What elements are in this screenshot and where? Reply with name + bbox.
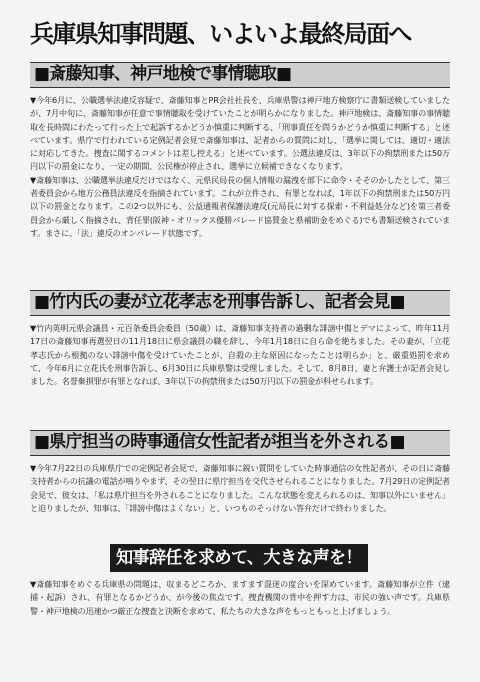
section-saito-interview [30, 62, 450, 240]
page-title: 兵庫県知事問題、いよいよ最終局面へ [30, 20, 411, 48]
section-heading: ■県庁担当の時事通信女性記者が担当を外される■ [30, 430, 450, 456]
closing-body [30, 578, 450, 618]
section-body [30, 322, 450, 388]
section-body [30, 94, 450, 240]
section-takeuchi-complaint [30, 290, 450, 388]
section-jiji-reporter [30, 430, 450, 515]
paragraph: ▼斎藤知事は、公職選挙法違反だけではなく、元県民局長の個人情報の漏洩を部下に命令・そそのかしたとして、第三者委員会から地方公務員法違反を指摘されています。これが立件され、有罪となれば、1年以下の拘禁刑または50万円以下の罰金となります。この2つ以外にも、公益通報者保護法違反(元局長に対する探索・不利益処分など)を第三者委員会から厳しく指摘され、背任罪(阪神・オリックス優勝パレード協賛金と県補助金をめぐる)でも書類送検されています。まさに、「法」違反のオンパレード状態です。 [30, 174, 450, 238]
paragraph: ▼今年7月22日の兵庫県庁での定例記者会見で、斎藤知事に鋭い質問をしていた時事通信の女性記者が、その日に斎藤支持者からの抗議の電話が鳴りやまず、その翌日に県庁担当を交代させられることになりました。7月29日の定例記者会見で、彼女は、「私は県庁担当を外されることになりました。こんな状態を変えられるのは、知事以外にいません」と迫りましたが、知事は、「誹謗中傷はよくない」と、いつものそっけない答弁だけで終わりました。 [30, 463, 450, 513]
paragraph: ▼斎藤知事をめぐる兵庫県の問題は、収まるどころか、ますます混迷の度合いを深めています。斎藤知事が立件（逮捕・起訴）され、有罪となるかどうか、が今後の焦点です。捜査機関の背中を押す力は、市民の強い声です。兵庫県警・神戸地検の迅速かつ厳正な捜査と決断を求めて、私たちの大きな声をもっともっと上げましょう。 [30, 579, 450, 616]
section-body [30, 462, 450, 515]
section-heading: ■竹内氏の妻が立花孝志を刑事告訴し、記者会見■ [30, 290, 450, 316]
call-to-action-banner: 知事辞任を求めて、大きな声を！ [110, 544, 368, 572]
section-heading: ■斎藤知事、神戸地検で事情聴取■ [30, 62, 450, 88]
paragraph: ▼今年6月に、公職選挙法違反容疑で、斎藤知事とPR会社社長を、兵庫県警は神戸地方検察庁に書類送検していましたが、7月中旬に、斎藤知事が任意で事情聴取を受けていたことが明らかになりました。神戸地検は、斎藤知事の事情聴取を長時間にわたって行った上で起訴するかどうか慎重に判断する、「刑事責任を問うかどうか慎重に判断する」と述べています。県庁で行われている定例記者会見で斎藤知事は、記者からの質問に対し、「選挙に関しては、適切・適法に対応してきた。捜査に関するコメントは差し控える」と述べています。公選法違反は、3年以下の拘禁刑または50万円以下の罰金になり、一定の期間、公民権が停止され、選挙に立候補できなくなります。 [30, 95, 450, 172]
paragraph: ▼竹内英明元県会議員・元百条委員会委員（50歳）は、斎藤知事支持者の過剰な誹謗中傷とデマによって、昨年11月17日の斎藤知事再選翌日の11月18日に県会議員の職を辞し、今年1月18日に自ら命を絶ちました。その妻が、「立花孝志氏から根拠のない誹謗中傷を受けていたことが、自殺の主な原因になったことは明らか」と、厳重処罰を求めて、今年6月に立花氏を刑事告訴し、6月30日に兵庫県警は受理しました。そして、8月8日、妻と弁護士が記者会見しました。名誉棄損罪が有罪となれば、3年以下の拘禁刑または50万円以下の罰金が科せられます。 [30, 323, 450, 387]
closing-section [30, 578, 450, 618]
